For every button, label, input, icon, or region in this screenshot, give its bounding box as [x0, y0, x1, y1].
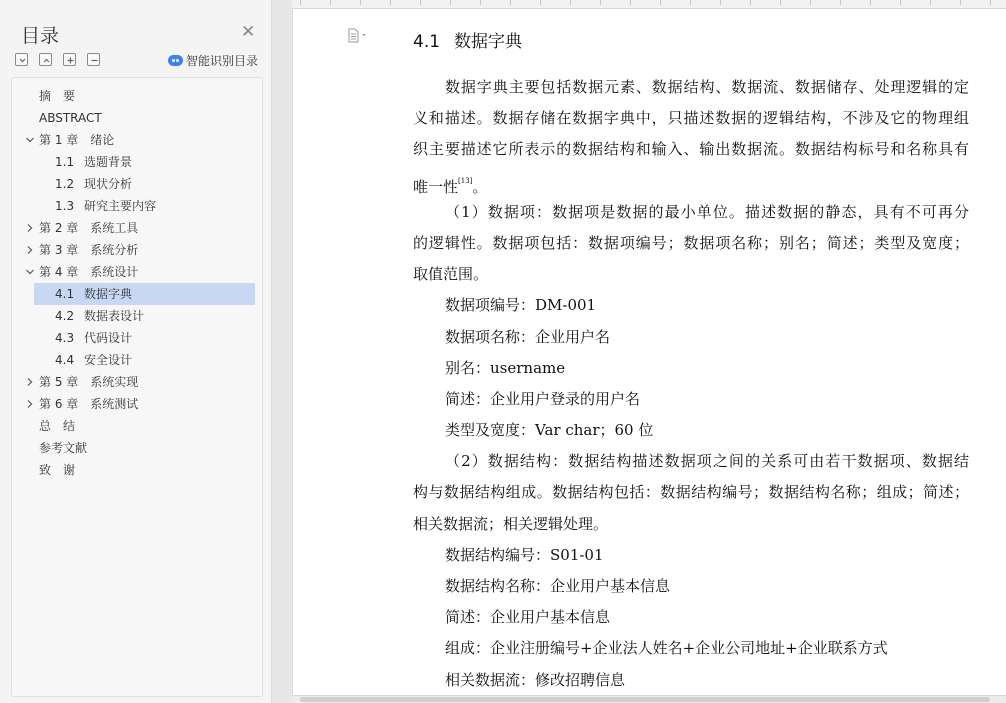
- toc-item[interactable]: [12, 151, 262, 173]
- expand-all-icon[interactable]: [15, 53, 28, 66]
- paragraph-line-text: 相关数据流：修改招聘信息: [445, 670, 626, 689]
- ruler-tick: [480, 0, 481, 5]
- ruler-tick: [360, 0, 361, 5]
- toc-item-number: 1.3: [55, 199, 75, 213]
- paragraph-line-text: 简述：企业用户登录的用户名: [445, 389, 641, 408]
- paragraph-line-text: （2）数据结构：数据结构描述数据项之间的关系可由若干数据项、数据结: [445, 452, 969, 471]
- paragraph-line: [413, 477, 969, 508]
- paragraph-line-text: （1）数据项：数据项是数据的最小单位。描述数据的静态，具有不可再分: [445, 202, 969, 221]
- toc-list: [12, 85, 262, 481]
- toc-item[interactable]: [12, 305, 262, 327]
- toc-item[interactable]: [12, 239, 262, 261]
- ruler-tick: [540, 0, 541, 5]
- paragraph-line: [413, 633, 969, 664]
- toc-item-label: 第 5 章 系统实现: [39, 375, 139, 389]
- toc-item[interactable]: [34, 283, 255, 305]
- ruler-tick: [870, 0, 871, 5]
- section-heading-text: 数据字典: [454, 32, 523, 52]
- ruler-tick: [720, 0, 721, 5]
- toc-item-number: 4.4: [55, 353, 75, 367]
- top-ruler: [292, 0, 1006, 9]
- toc-item-label: 安全设计: [84, 353, 133, 367]
- ruler-tick: [600, 0, 601, 5]
- ruler-tick: [300, 0, 301, 5]
- toc-item-label: 代码设计: [84, 331, 133, 345]
- toc-item-label: 第 3 章 系统分析: [39, 243, 139, 257]
- toc-item-number: 1.1: [55, 155, 75, 169]
- toc-item[interactable]: [12, 261, 262, 283]
- nav-pane-title: 目录: [21, 25, 60, 47]
- toc-item-label: 摘 要: [39, 89, 76, 103]
- paragraph-line-text: 数据字典主要包括数据元素、数据结构、数据流、数据储存、处理逻辑的定: [445, 78, 969, 96]
- paragraph-line-text: 数据项编号：DM-001: [445, 296, 597, 315]
- paragraph-line: [413, 259, 969, 290]
- paragraph-line-text: 数据项名称：企业用户名: [445, 327, 611, 346]
- ruler-tick: [810, 0, 811, 5]
- ruler-tick: [660, 0, 661, 5]
- toc-item[interactable]: [12, 195, 262, 217]
- toc-item[interactable]: [12, 129, 262, 151]
- smart-toc-label: 智能识别目录: [186, 54, 259, 68]
- toc-item-label: 研究主要内容: [84, 199, 157, 213]
- paragraph-line-tail: 。: [472, 177, 488, 196]
- ruler-tick: [990, 0, 991, 5]
- toc-panel: [11, 77, 263, 697]
- ruler-tick: [960, 0, 961, 5]
- toc-item[interactable]: [12, 327, 262, 349]
- paragraph-line-text: 构与数据结构组成。数据结构包括：数据结构编号；数据结构名称；组成；简述；: [413, 483, 969, 502]
- paragraph-line-text: 义和描述。数据存储在数据字典中，只描述数据的逻辑结构，不涉及它的物理组: [413, 109, 969, 128]
- chevron-down-icon[interactable]: [24, 261, 36, 283]
- remove-heading-icon[interactable]: [87, 53, 100, 66]
- smart-toc-button[interactable]: [168, 52, 258, 69]
- paragraph-line: [413, 103, 969, 134]
- paragraph-line-text: 织主要描述它所表示的数据结构和输入、输出数据流。数据结构标号和名称具有: [413, 140, 969, 159]
- ruler-tick: [690, 0, 691, 5]
- citation-reference[interactable]: [13]: [458, 176, 473, 185]
- toc-item-label: 选题背景: [84, 155, 133, 169]
- toc-item-label: 现状分析: [84, 177, 133, 191]
- close-icon[interactable]: ✕: [241, 22, 256, 42]
- collapse-all-icon[interactable]: [39, 53, 52, 66]
- toc-item[interactable]: [12, 393, 262, 415]
- toc-item-label: 第 1 章 绪论: [39, 133, 115, 147]
- ai-assistant-icon: [168, 55, 183, 66]
- toc-item[interactable]: [12, 459, 262, 481]
- toc-item[interactable]: [12, 437, 262, 459]
- paragraph-line-text: 简述：企业用户基本信息: [445, 608, 611, 627]
- toc-item-label: ABSTRACT: [39, 111, 102, 125]
- paragraph-line: [413, 228, 969, 259]
- navigation-pane: [0, 0, 272, 703]
- toc-item[interactable]: [12, 415, 262, 437]
- ruler-tick: [570, 0, 571, 5]
- add-heading-icon[interactable]: [63, 53, 76, 66]
- ruler-tick: [930, 0, 931, 5]
- chevron-right-icon[interactable]: [24, 371, 36, 393]
- paragraph-line: [413, 602, 969, 633]
- ruler-tick: [750, 0, 751, 5]
- toc-item-label: 第 2 章 系统工具: [39, 221, 139, 235]
- toc-item-label: 致 谢: [39, 463, 76, 477]
- paragraph-line: [413, 166, 969, 197]
- toc-item[interactable]: [12, 217, 262, 239]
- toc-item[interactable]: [12, 371, 262, 393]
- toc-item-number: 4.2: [55, 309, 75, 323]
- toc-item[interactable]: [12, 173, 262, 195]
- paragraph-line-text: 组成：企业注册编号+企业法人姓名+企业公司地址+企业联系方式: [445, 639, 888, 658]
- section-heading-number: 4.1: [413, 32, 441, 52]
- paragraph-line-text: 数据结构名称：企业用户基本信息: [445, 577, 671, 595]
- paragraph-line: [413, 290, 969, 321]
- paragraph-line: [413, 446, 969, 477]
- toc-item[interactable]: [12, 107, 262, 129]
- toc-item-label: 第 6 章 系统测试: [39, 397, 139, 411]
- paragraph-line-text: 唯一性: [413, 177, 459, 196]
- chevron-right-icon[interactable]: [24, 239, 36, 261]
- document-body: [413, 72, 969, 695]
- paragraph-line-text: 取值范围。: [413, 265, 489, 284]
- paragraph-line-text: 的逻辑性。数据项包括：数据项编号；数据项名称；别名；简述；类型及宽度；: [413, 233, 969, 252]
- paragraph-line-text: 相关数据流；相关逻辑处理。: [413, 514, 609, 533]
- ruler-tick: [510, 0, 511, 5]
- toc-item-label: 参考文献: [39, 441, 88, 455]
- document-page[interactable]: [292, 9, 1006, 695]
- paragraph-line: [413, 134, 969, 165]
- paragraph-options-icon[interactable]: [347, 28, 369, 44]
- ruler-tick: [630, 0, 631, 5]
- scrollbar-thumb[interactable]: [300, 697, 990, 702]
- ruler-tick: [780, 0, 781, 5]
- ruler-tick: [330, 0, 331, 5]
- paragraph-line-text: 类型及宽度：Var char；60 位: [445, 421, 654, 440]
- section-heading: [413, 27, 522, 52]
- paragraph-line: [413, 665, 969, 695]
- ruler-tick: [840, 0, 841, 5]
- toc-item-label: 第 4 章 系统设计: [39, 265, 139, 279]
- chevron-right-icon[interactable]: [24, 217, 36, 239]
- paragraph-line: [413, 384, 969, 415]
- ruler-tick: [900, 0, 901, 5]
- toc-item-label: 数据字典: [84, 287, 133, 301]
- paragraph-line: [413, 540, 969, 571]
- chevron-right-icon[interactable]: [24, 393, 36, 415]
- toc-item[interactable]: [12, 85, 262, 107]
- horizontal-scrollbar[interactable]: [292, 695, 1006, 703]
- paragraph-line: [413, 322, 969, 353]
- paragraph-line: [413, 72, 969, 103]
- ruler-tick: [450, 0, 451, 5]
- paragraph-line: [413, 197, 969, 228]
- paragraph-line: [413, 571, 969, 602]
- paragraph-line: [413, 353, 969, 384]
- toc-item-label: 总 结: [39, 419, 76, 433]
- paragraph-line: [413, 415, 969, 446]
- paragraph-line-text: 别名：username: [445, 358, 566, 377]
- toc-item-label: 数据表设计: [84, 309, 145, 323]
- paragraph-line: [413, 509, 969, 540]
- toc-item-number: 4.3: [55, 331, 75, 345]
- ruler-tick: [420, 0, 421, 5]
- chevron-down-icon[interactable]: [24, 129, 36, 151]
- ruler-tick: [390, 0, 391, 5]
- toc-item-number: 1.2: [55, 177, 75, 191]
- toc-item-number: 4.1: [55, 287, 75, 301]
- toc-item[interactable]: [12, 349, 262, 371]
- paragraph-line-text: 数据结构编号：S01-01: [445, 545, 604, 564]
